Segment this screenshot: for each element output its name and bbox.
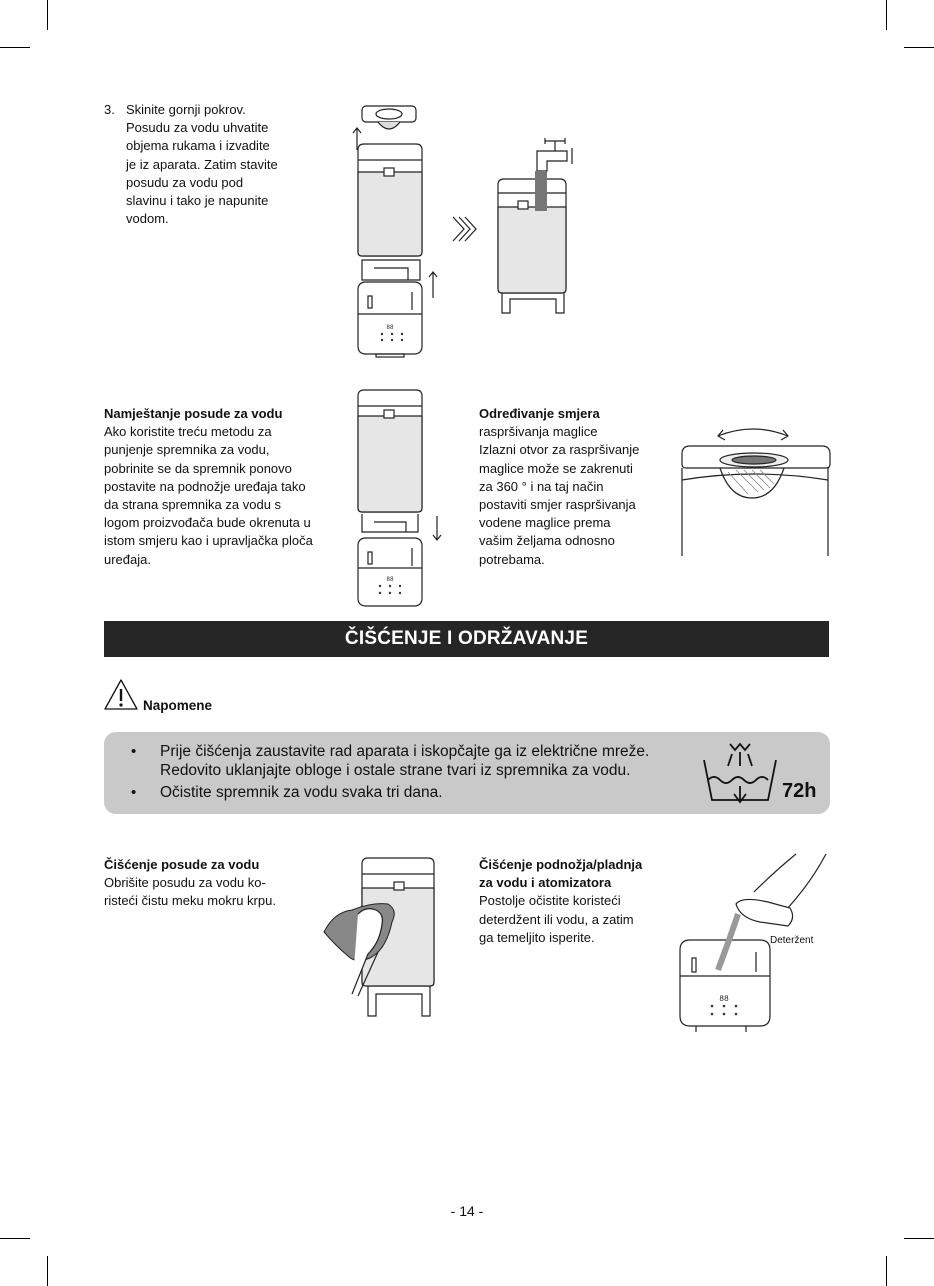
placement-line: pobrinite se da spremnik ponovo — [104, 460, 292, 476]
cleaning-base-line: ga temeljito isperite. — [479, 929, 595, 945]
step3-line: Skinite gornji pokrov. — [126, 102, 246, 117]
placement-line: da strana spremnika za vodu s — [104, 497, 282, 513]
placement-line: logom proizvođača bude okrenuta u — [104, 515, 311, 531]
display-readout: 88 — [719, 995, 729, 1004]
direction-line: vašim željama odnosno — [479, 533, 615, 549]
warning-triangle-icon — [103, 678, 139, 712]
display-readout: 88 — [386, 576, 394, 583]
placement-title: Namještanje posude za vodu — [104, 406, 283, 421]
direction-line: postaviti smjer raspršivanja — [479, 497, 636, 513]
display-readout: 88 — [386, 324, 394, 331]
cleaning-tank-title: Čišćenje posude za vodu — [104, 857, 260, 872]
detergent-label: Deteržent — [770, 935, 814, 946]
direction-line: za 360 ° i na taj način — [479, 478, 604, 494]
step3-line: vodom. — [126, 211, 169, 227]
step3-line: Posudu za vodu uhvatite — [126, 120, 269, 136]
section-title-banner: ČIŠĆENJE I ODRŽAVANJE — [104, 621, 829, 657]
crop-mark — [47, 1256, 48, 1286]
note-bullet: • — [131, 784, 137, 801]
cleaning-base-line: deterdžent ili vodu, a zatim — [479, 911, 634, 927]
note-bullet: • — [131, 743, 137, 760]
placement-section — [104, 405, 313, 569]
crop-mark — [886, 0, 887, 30]
step3-number: 3. — [104, 102, 115, 117]
direction-line: raspršivanja maglice — [479, 424, 598, 440]
cleaning-base-title: Čišćenje podnožja/pladnja — [479, 857, 643, 872]
placement-line: uređaja. — [104, 551, 151, 567]
cleaning-base-line: Postolje očistite koristeći — [479, 893, 621, 909]
placement-line: punjenje spremnika za vodu, — [104, 442, 270, 458]
page-number: - 14 - — [450, 1203, 484, 1219]
step3-line: slavinu i tako je napunite — [126, 193, 269, 209]
direction-section — [479, 405, 639, 569]
cleaning-base-section — [479, 856, 642, 947]
crop-mark — [0, 47, 30, 48]
next-step-chevrons-icon — [450, 215, 478, 243]
crop-mark — [886, 1256, 887, 1286]
direction-title: Određivanje smjera — [479, 406, 600, 421]
tank-under-faucet-illustration — [490, 135, 585, 317]
direction-line: maglice može se zakrenuti — [479, 460, 633, 476]
humidifier-disassembled-illustration — [340, 100, 440, 360]
mist-outlet-rotation-illustration — [678, 420, 833, 560]
step3-line: posudu za vodu pod — [126, 174, 244, 190]
note-line: Očistite spremnik za vodu svaka tri dana. — [160, 784, 443, 801]
placement-line: postavite na podnožje uređaja tako — [104, 478, 306, 494]
step3-text — [126, 101, 278, 228]
note-line: Prije čišćenja zaustavite rad aparata i iskopčajte ga iz električne mreže. — [160, 743, 650, 760]
cleaning-tank-line: risteći čistu meku mokru krpu. — [104, 893, 276, 909]
crop-mark — [0, 1238, 30, 1239]
placement-line: Ako koristite treću metodu za — [104, 424, 272, 440]
step3-line: je iz aparata. Zatim stavite — [126, 156, 278, 172]
step3-line: objema rukama i izvadite — [126, 138, 270, 154]
note-item — [160, 783, 443, 802]
cleaning-base-title: za vodu i atomizatora — [479, 875, 612, 891]
note-line: Redovito uklanjajte obloge i ostale strane tvari iz spremnika za vodu. — [160, 762, 631, 779]
direction-line: Izlazni otvor za raspršivanje — [479, 442, 640, 458]
wash-basin-icon — [700, 738, 780, 808]
notes-heading: Napomene — [143, 698, 213, 713]
placement-line: istom smjeru kao i upravljačka ploča — [104, 533, 313, 549]
direction-line: vodene maglice prema — [479, 515, 611, 531]
wiping-tank-illustration — [318, 852, 448, 1024]
direction-line: potrebama. — [479, 551, 545, 567]
crop-mark — [47, 0, 48, 30]
cleaning-tank-line: Obrišite posudu za vodu ko- — [104, 875, 266, 891]
crop-mark — [904, 47, 934, 48]
crop-mark — [904, 1238, 934, 1239]
wash-interval-label: 72h — [782, 780, 817, 802]
note-item — [160, 742, 649, 780]
tank-placement-illustration — [350, 388, 445, 608]
cleaning-tank-section — [104, 856, 276, 911]
